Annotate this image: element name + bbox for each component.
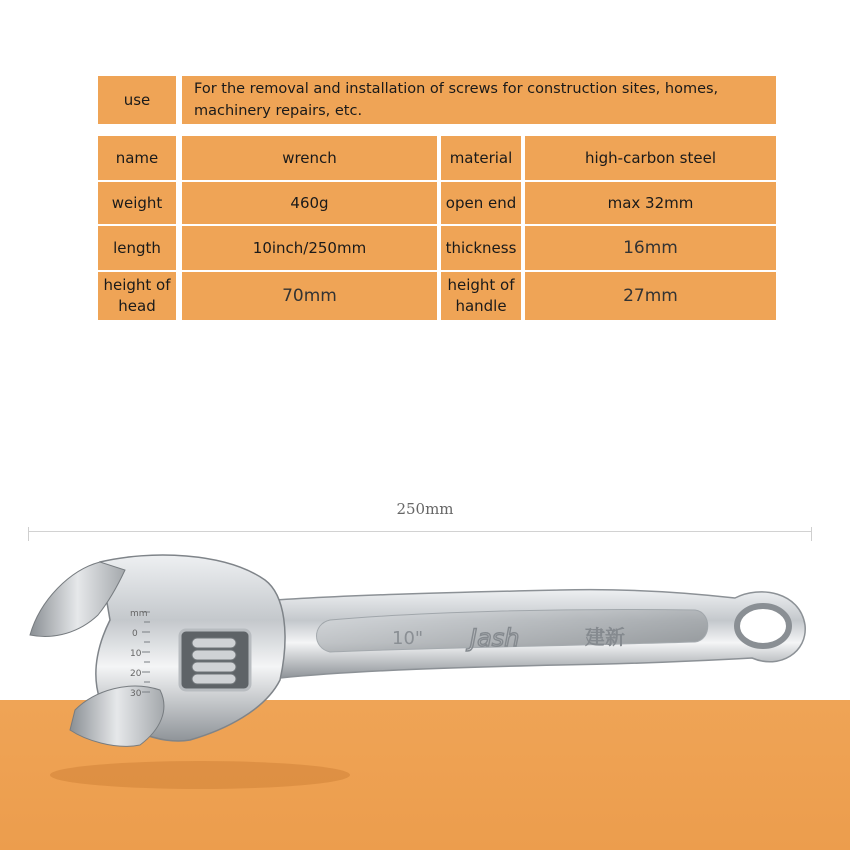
svg-text:0: 0 bbox=[132, 629, 138, 639]
svg-text:10: 10 bbox=[130, 649, 142, 659]
dimension-tick-right bbox=[811, 527, 812, 541]
name-value: wrench bbox=[182, 136, 437, 180]
brand-logo-chinese: 建新 bbox=[585, 625, 625, 649]
open-end-value: max 32mm bbox=[525, 182, 776, 224]
weight-label: weight bbox=[98, 182, 176, 224]
thickness-label: thickness bbox=[441, 226, 521, 270]
svg-text:20: 20 bbox=[130, 669, 142, 679]
use-label: use bbox=[98, 76, 176, 124]
length-value: 10inch/250mm bbox=[182, 226, 437, 270]
svg-text:mm: mm bbox=[130, 609, 148, 619]
size-mark: 10" bbox=[392, 628, 424, 649]
weight-value: 460g bbox=[182, 182, 437, 224]
height-of-handle-label: height of handle bbox=[441, 272, 521, 320]
thickness-value: 16mm bbox=[525, 226, 776, 270]
movable-jaw bbox=[70, 686, 164, 746]
material-value: high-carbon steel bbox=[525, 136, 776, 180]
brand-logo: Jash bbox=[470, 624, 520, 652]
height-of-head-value: 70mm bbox=[182, 272, 437, 320]
length-dimension-label: 250mm bbox=[396, 500, 454, 518]
name-label: name bbox=[98, 136, 176, 180]
length-label: length bbox=[98, 226, 176, 270]
material-label: material bbox=[441, 136, 521, 180]
use-text: For the removal and installation of screws for construction sites, homes, machinery repairs, etc. bbox=[182, 76, 776, 124]
hanging-hole bbox=[737, 606, 789, 646]
length-dimension-line bbox=[28, 531, 812, 532]
dimension-tick-left bbox=[28, 527, 29, 541]
wrench-shadow bbox=[50, 761, 350, 789]
height-of-head-label: height of head bbox=[98, 272, 176, 320]
adjustable-wrench-image bbox=[0, 540, 850, 830]
height-of-handle-value: 27mm bbox=[525, 272, 776, 320]
svg-text:30: 30 bbox=[130, 689, 142, 699]
open-end-label: open end bbox=[441, 182, 521, 224]
